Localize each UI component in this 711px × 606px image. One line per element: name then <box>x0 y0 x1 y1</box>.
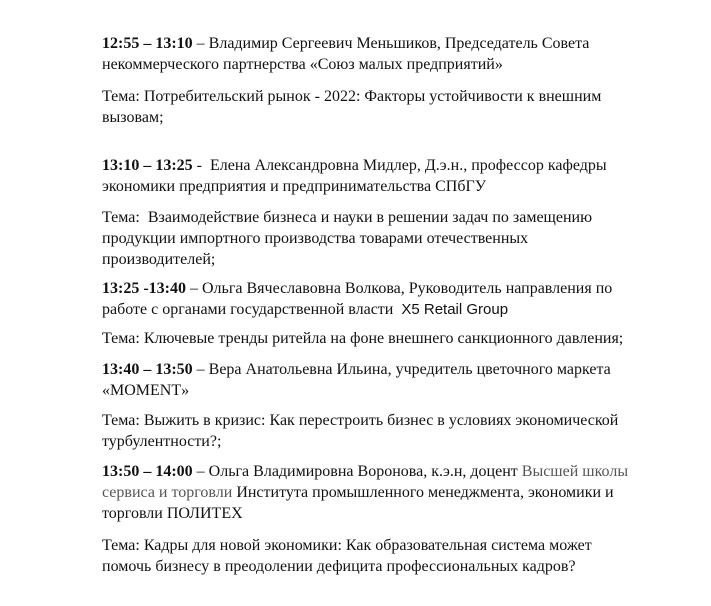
time-slot: 13:10 – 13:25 <box>102 157 193 174</box>
time-slot: 12:55 – 13:10 <box>102 35 193 52</box>
topic-entry-5 <box>102 535 682 577</box>
speaker-line: работе с органами государственной власти <box>102 301 402 318</box>
speaker-entry-5 <box>102 461 682 524</box>
separator: – <box>192 361 209 378</box>
topic-entry-4 <box>102 410 682 452</box>
separator: – <box>185 280 202 297</box>
speaker-line: экономики предприятия и предпринимательства СПбГУ <box>102 178 487 195</box>
time-slot: 13:40 – 13:50 <box>102 361 193 378</box>
speaker-line: Владимир Сергеевич Меньшиков, Председатель Совета <box>208 35 590 52</box>
topic-entry-3 <box>102 328 682 349</box>
separator: - <box>192 157 210 174</box>
separator: – <box>192 463 209 480</box>
topic-line: помочь бизнесу в преодолении дефицита профессиональных кадров? <box>102 558 576 575</box>
speaker-entry-1 <box>102 33 662 75</box>
speaker-line: Ольга Вячеславовна Волкова, Руководитель направления по <box>201 280 613 297</box>
speaker-line: Елена Александровна Мидлер, Д.э.н., профессор кафедры <box>209 157 607 174</box>
school-name: сервиса и торговли <box>102 484 233 501</box>
topic-line: продукции импортного производства товарами отечественных <box>102 230 529 247</box>
topic-line: Тема: Взаимодействие бизнеса и науки в решении задач по замещению <box>102 209 593 226</box>
topic-line: производителей; <box>102 251 216 268</box>
topic-line: Тема: Выжить в кризис: Как перестроить бизнес в условиях экономической <box>102 412 619 429</box>
topic-line: Тема: Потребительский рынок - 2022: Факторы устойчивости к внешним <box>102 88 602 105</box>
topic-line: вызовам; <box>102 109 164 126</box>
topic-entry-1 <box>102 86 662 128</box>
separator: – <box>192 35 209 52</box>
company-name: X5 Retail Group <box>401 301 509 318</box>
topic-line: турбулентности?; <box>102 433 222 450</box>
time-slot: 13:50 – 14:00 <box>102 463 193 480</box>
speaker-entry-4 <box>102 359 662 401</box>
speaker-line: торговли ПОЛИТЕХ <box>102 505 243 522</box>
time-slot: 13:25 -13:40 <box>102 280 186 297</box>
topic-line: Тема: Кадры для новой экономики: Как образовательная система может <box>102 537 592 554</box>
speaker-line: Вера Анатольевна Ильина, учредитель цветочного маркета <box>208 361 611 378</box>
speaker-entry-2 <box>102 155 662 197</box>
speaker-line: «MOMENT» <box>102 382 190 399</box>
speaker-line: некоммерческого партнерства «Союз малых предприятий» <box>102 56 503 73</box>
topic-entry-2 <box>102 207 662 270</box>
speaker-line: Института промышленного менеджмента, экономики и <box>232 484 614 501</box>
topic-line: Тема: Ключевые тренды ритейла на фоне внешнего санкционного давления; <box>102 330 624 347</box>
speaker-line: Ольга Владимировна Воронова, к.э.н, доцент <box>208 463 522 480</box>
speaker-entry-3 <box>102 278 662 320</box>
school-name: Высшей школы <box>521 463 629 480</box>
